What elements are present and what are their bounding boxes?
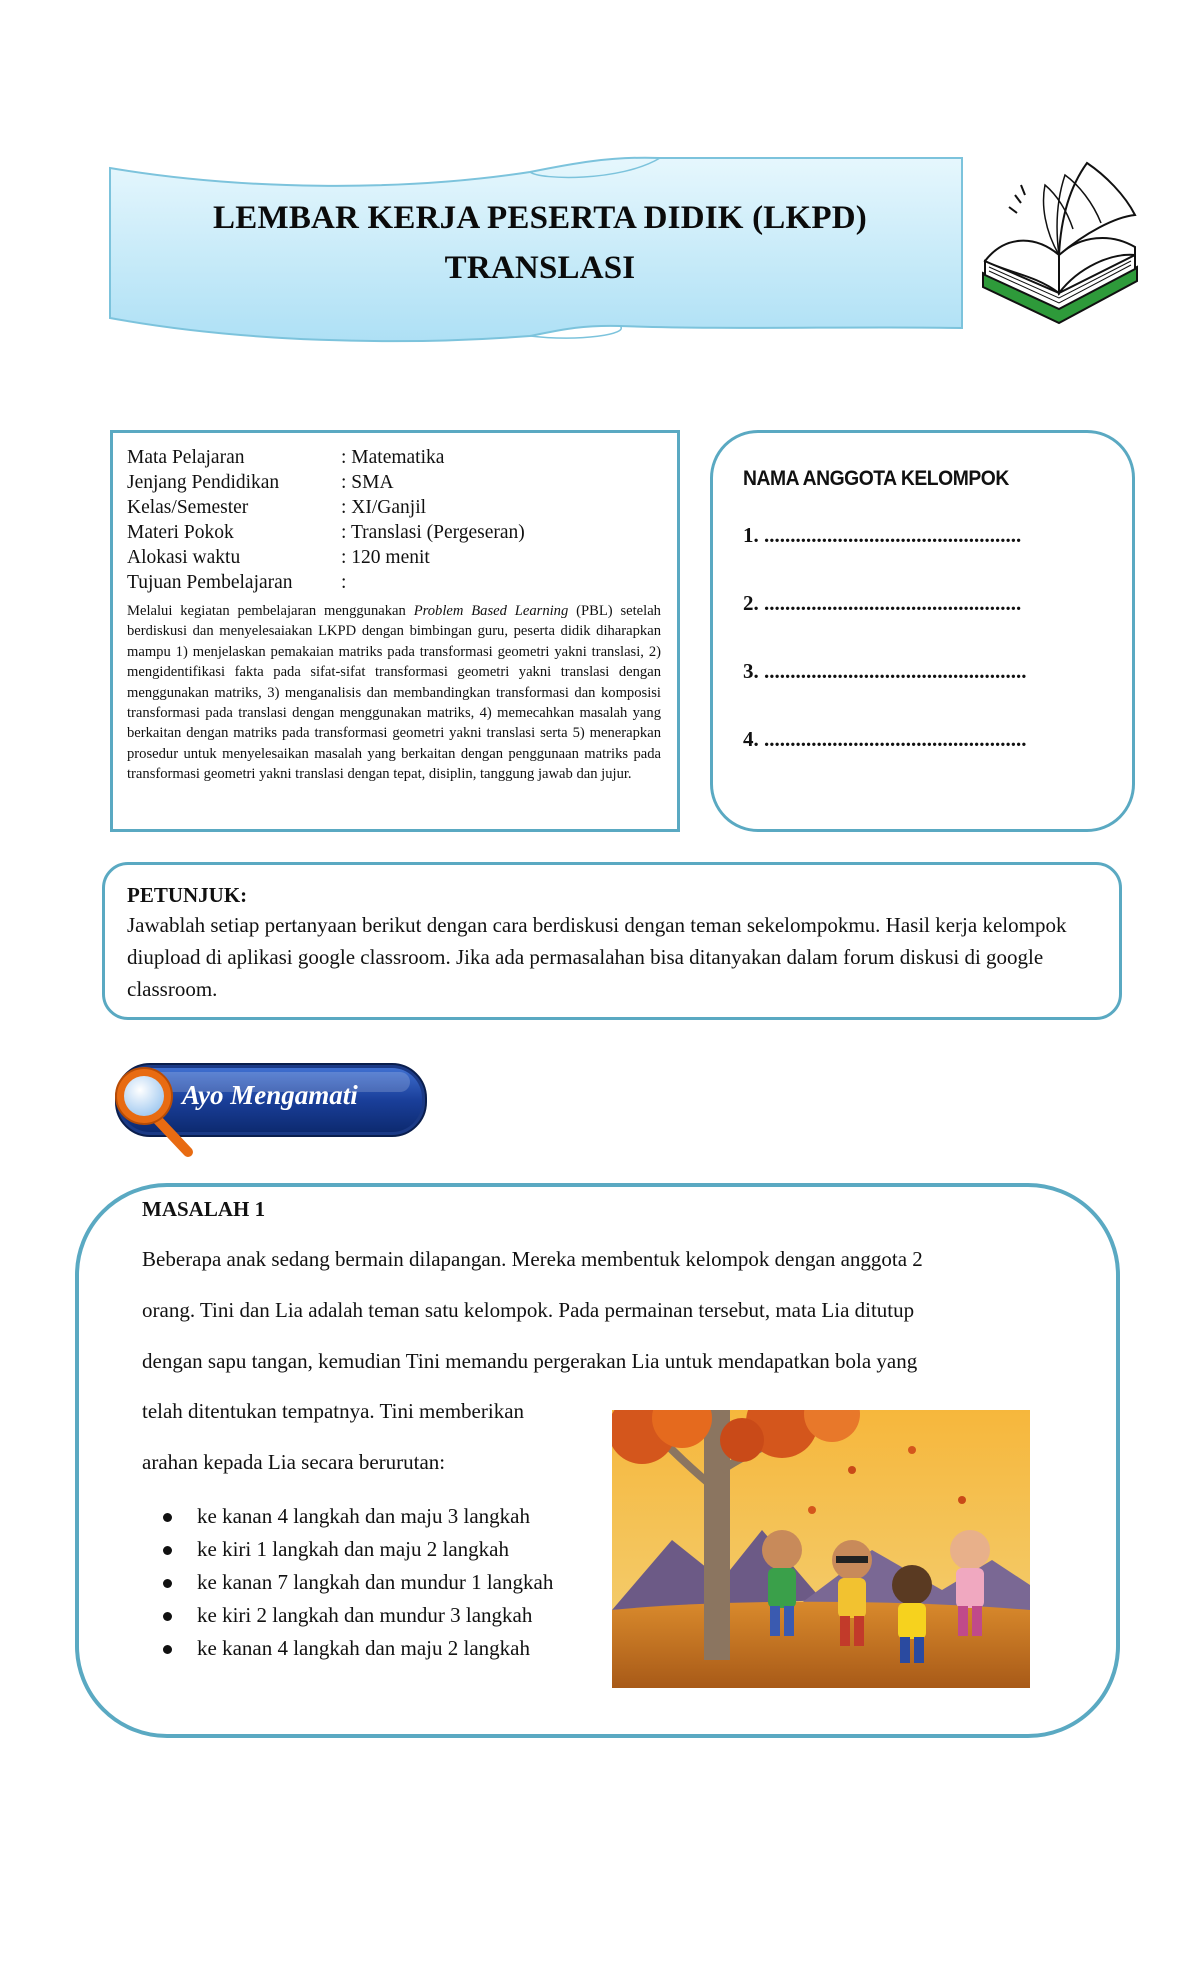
direction-text: ke kiri 1 langkah dan maju 2 langkah (197, 1537, 509, 1561)
problem-text-line: orang. Tini dan Lia adalah teman satu kelompok. Pada permainan tersebut, mata Lia ditutup (142, 1298, 915, 1322)
direction-item (142, 1533, 553, 1566)
info-row (127, 495, 661, 520)
member-entry[interactable]: 3. .................................................. (743, 659, 1027, 683)
objectives-rest: (PBL) setelah berdiskusi dan menyelesaiakan LKPD dengan bimbingan guru, peserta didik diharapkan mampu 1) menjelaskan pemakaian matriks pada transformasi geometri yakni translasi, 2) mengidentifikasi fakta pada sifat-sifat transformasi geometri yakni translasi dengan menggunakan matriks, 3) menganalisis dan membandingkan transformasi dan komposisi transformasi pada translasi dengan menggunakan matriks, 4) memecahkan masalah yang berkaitan dengan matriks pada transformasi geometri yakni translasi serta 5) menerapkan prosedur untuk menyelesaikan masalah yang berkaitan dengan penggunaan matriks pada transformasi geometri yakni translasi dengan tepat, disiplin, tanggung jawab dan jujur. (127, 603, 661, 783)
page-title-line1: LEMBAR KERJA PESERTA DIDIK (LKPD) (213, 200, 867, 236)
children-playing-illustration (612, 1410, 1030, 1688)
info-box (110, 430, 680, 832)
direction-text: ke kanan 4 langkah dan maju 3 langkah (197, 1504, 530, 1528)
direction-item (142, 1566, 553, 1599)
direction-item (142, 1500, 553, 1533)
direction-text: ke kanan 4 langkah dan maju 2 langkah (197, 1636, 530, 1660)
title-banner (100, 150, 980, 350)
members-title: NAMA ANGGOTA KELOMPOK (743, 467, 1009, 490)
instructions-title: PETUNJUK: (127, 883, 248, 907)
info-label: Jenjang Pendidikan (127, 472, 280, 493)
ayo-mengamati-label: Ayo Mengamati (182, 1080, 358, 1110)
ayo-mengamati-badge (110, 1060, 430, 1160)
direction-text: ke kanan 7 langkah dan mundur 1 langkah (197, 1570, 554, 1594)
bullet-icon (163, 1513, 172, 1522)
direction-text: ke kiri 2 langkah dan mundur 3 langkah (197, 1603, 533, 1627)
bullet-icon (163, 1579, 172, 1588)
info-label: Alokasi waktu (127, 547, 241, 568)
info-row (127, 545, 661, 570)
info-row (127, 570, 661, 595)
problem-text-line: dengan sapu tangan, kemudian Tini memandu pergerakan Lia untuk mendapatkan bola yang (142, 1349, 918, 1373)
info-value: : XI/Ganjil (341, 497, 427, 518)
bullet-icon (163, 1612, 172, 1621)
info-value: : Translasi (Pergeseran) (341, 522, 525, 543)
problem-text-line: arahan kepada Lia secara berurutan: (142, 1450, 446, 1474)
info-value: : SMA (341, 472, 394, 493)
objectives-prefix: Melalui kegiatan pembelajaran menggunakan (127, 603, 414, 619)
member-entry[interactable]: 1. ................................................. (743, 523, 1022, 547)
objectives-italic: Problem Based Learning (413, 603, 569, 619)
direction-item (142, 1632, 553, 1665)
instructions-text: Jawablah setiap pertanyaan berikut dengan cara berdiskusi dengan teman sekelompokmu. Hasil kerja kelompok diupload di aplikasi google classroom. Jika ada permasalahan bisa ditanyakan dalam forum diskusi di google classroom. (127, 913, 1067, 1001)
info-label: Mata Pelajaran (127, 447, 245, 468)
info-value: : (341, 572, 347, 593)
problem-text-line: Beberapa anak sedang bermain dilapangan. Mereka membentuk kelompok dengan anggota 2 (142, 1247, 923, 1271)
directions-list (142, 1500, 553, 1665)
info-label: Materi Pokok (127, 522, 234, 543)
member-entry[interactable]: 4. .................................................. (743, 727, 1027, 751)
problem-title: MASALAH 1 (142, 1197, 266, 1221)
info-value: : Matematika (341, 447, 445, 468)
instructions-box (102, 862, 1122, 1020)
learning-objectives-text (127, 601, 661, 785)
member-entry[interactable]: 2. ................................................. (743, 591, 1022, 615)
problem-text-line: telah ditentukan tempatnya. Tini memberikan (142, 1399, 525, 1423)
info-row (127, 520, 661, 545)
info-row (127, 470, 661, 495)
bullet-icon (163, 1546, 172, 1555)
info-value: : 120 menit (341, 547, 430, 568)
info-row (127, 445, 661, 470)
page-title-line2: TRANSLASI (444, 250, 636, 286)
open-book-icon (975, 155, 1145, 335)
bullet-icon (163, 1645, 172, 1654)
group-members-box (710, 430, 1135, 832)
info-label: Kelas/Semester (127, 497, 249, 518)
direction-item (142, 1599, 553, 1632)
info-label: Tujuan Pembelajaran (127, 572, 293, 593)
